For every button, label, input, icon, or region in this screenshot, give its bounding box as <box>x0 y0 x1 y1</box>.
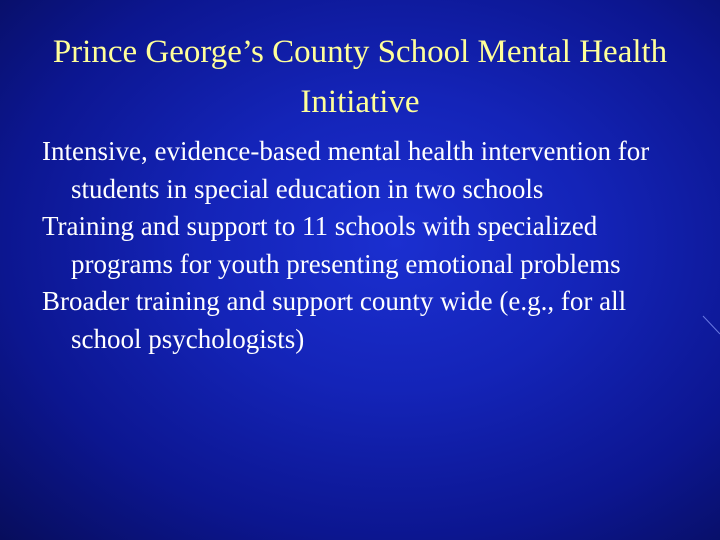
bullet-item: Training and support to 11 schools with specialized programs for youth presenting emotional problems <box>42 211 621 279</box>
bullet-item: Broader training and support county wide (e.g., for all school psychologists) <box>42 286 627 354</box>
bullet-item: Intensive, evidence-based mental health intervention for students in special education in two schools <box>42 136 650 204</box>
slide-title: Prince George’s County School Mental Health Initiative <box>52 34 668 120</box>
bullet-list <box>42 133 702 358</box>
